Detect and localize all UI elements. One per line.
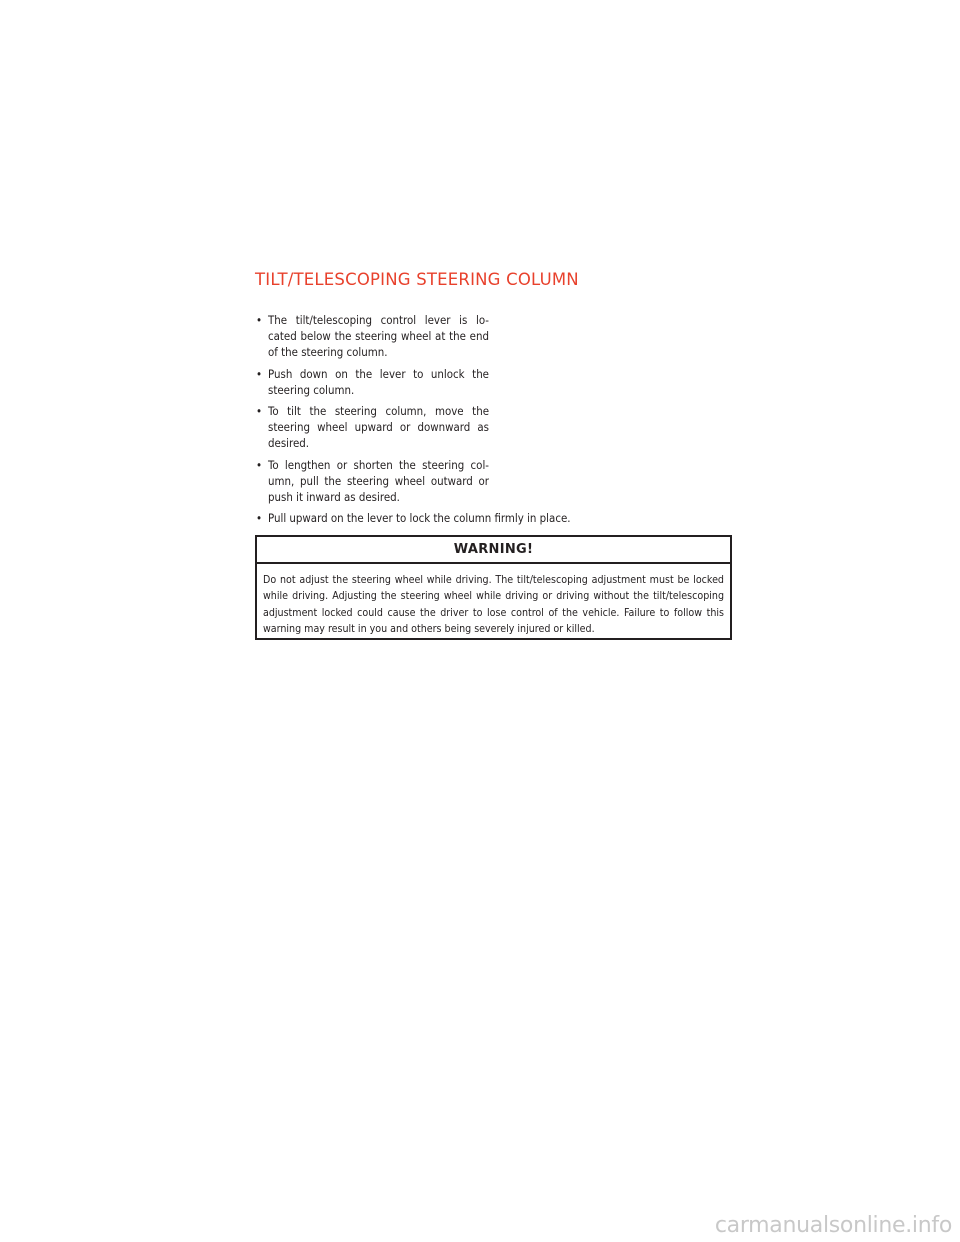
- list-item-text: Pull upward on the lever to lock the column firmly in place.: [268, 511, 571, 526]
- bullet-marker: •: [256, 404, 263, 419]
- watermark: carmanualsonline.info: [714, 1213, 952, 1238]
- warning-title: WARNING!: [257, 537, 730, 564]
- bullet-marker: •: [256, 457, 263, 472]
- warning-text: Do not adjust the steering wheel while driving. The tilt/telescoping adjustment must be locked while driving. Adjusting the steering wheel while driving or driving without the tilt/telescoping adjustment locked could cause the driver to lose control of the vehicle. Failure to follow this warning may result in you and others being severely injured or killed.: [263, 574, 724, 636]
- list-item-text: To lengthen or shorten the steering col-umn, pull the steering wheel outward or push it inward as desired.: [268, 457, 489, 505]
- bullet-marker: •: [256, 366, 263, 381]
- warning-box: [255, 535, 732, 640]
- list-item: [255, 457, 489, 506]
- instruction-list: [255, 312, 735, 531]
- list-item: [255, 366, 489, 398]
- list-item: [255, 403, 489, 452]
- list-item-text: To tilt the steering column, move the steering wheel upward or downward as desired.: [268, 404, 489, 451]
- list-item-text: The tilt/telescoping control lever is lo-cated below the steering wheel at the end of the steering column.: [268, 313, 489, 360]
- bullet-marker: •: [256, 511, 263, 526]
- bullet-marker: •: [256, 313, 263, 327]
- list-item: [255, 510, 735, 526]
- list-item: [255, 312, 489, 361]
- section-title: TILT/TELESCOPING STEERING COLUMN: [255, 270, 579, 289]
- list-item-text: Push down on the lever to unlock the steering column.: [268, 366, 489, 397]
